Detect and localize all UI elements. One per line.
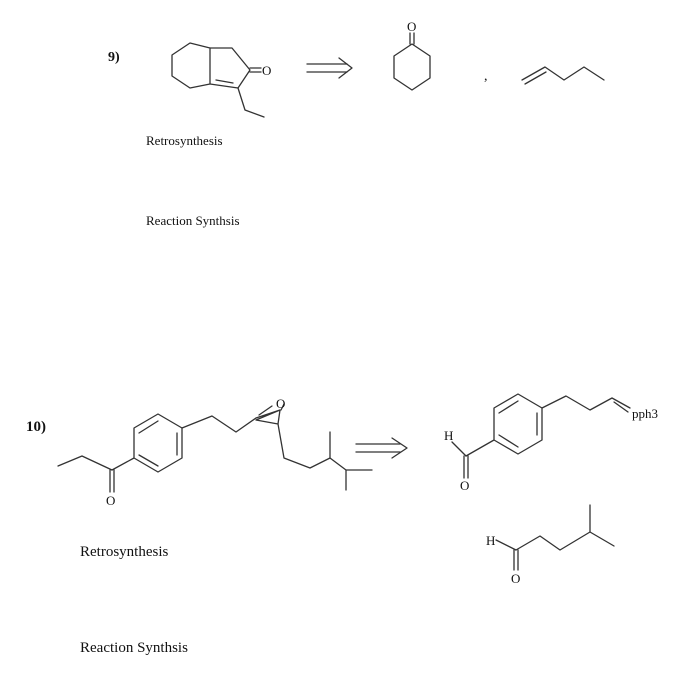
problem-10-ylide-aldehyde: [444, 394, 658, 493]
problem-10-retro-arrow: [356, 438, 407, 458]
problem-9-retro-arrow: [307, 58, 352, 78]
problem-9-alkene: [522, 67, 604, 84]
problem-9-cyclohexanone: [394, 19, 430, 90]
problem-9-separator: ,: [484, 69, 488, 84]
problem-10-aldehyde-h-1: H: [444, 428, 454, 443]
problem-9-target-oxygen: O: [262, 63, 272, 78]
problem-9-cyclohexanone-oxygen: O: [407, 19, 417, 34]
problem-10-ylide-group: pph3: [632, 406, 658, 421]
problem-9-number: 9): [108, 50, 120, 65]
problem-10-aldehyde-h-2: H: [486, 533, 496, 548]
problem-10-aldehyde-o-1: O: [460, 478, 470, 493]
problem-10-target-molecule: [58, 396, 372, 508]
problem-10-reaction-synthesis-label: Reaction Synthsis: [80, 640, 188, 656]
problem-10-number: 10): [26, 419, 46, 435]
problem-10-aldehyde-o-2: O: [511, 571, 521, 586]
problem-10-retrosynthesis-label: Retrosynthesis: [80, 544, 169, 560]
problem-9-retrosynthesis-label: Retrosynthesis: [146, 133, 223, 148]
problem-9-reaction-synthesis-label: Reaction Synthsis: [146, 213, 240, 228]
problem-10-second-aldehyde: [486, 505, 614, 586]
problem-10-ketone-oxygen: O: [106, 493, 116, 508]
problem-10-epoxide-oxygen: O: [276, 396, 286, 411]
problem-9-target-molecule: [172, 43, 271, 117]
